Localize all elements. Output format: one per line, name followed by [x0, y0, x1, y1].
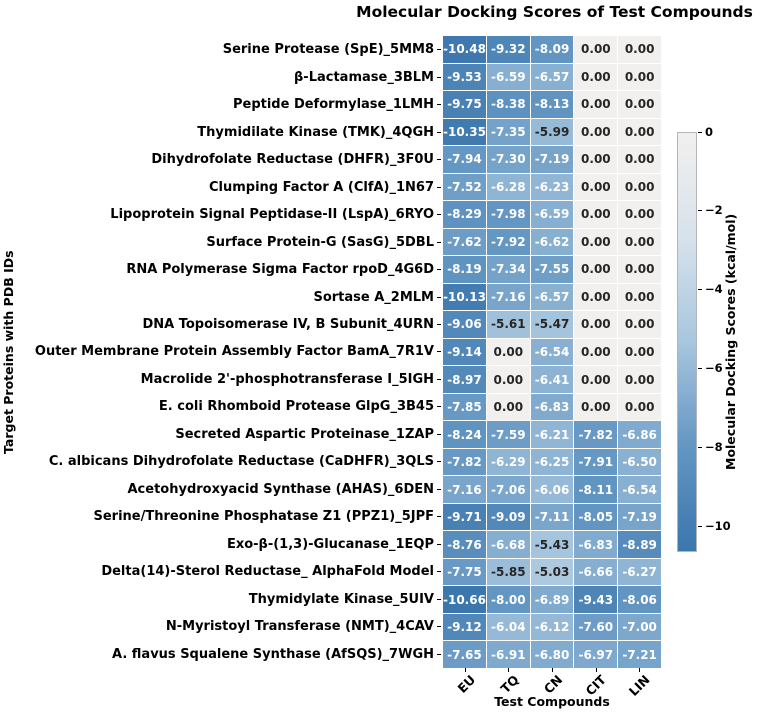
- heatmap-cell: -7.35: [487, 119, 530, 146]
- heatmap-cell: -10.48: [443, 36, 486, 63]
- x-axis-label: Test Compounds: [494, 694, 610, 709]
- heatmap-cell: -6.27: [618, 559, 661, 586]
- row-tick-label: Clumping Factor A (ClfA)_1N67: [0, 173, 441, 200]
- heatmap-cell: -6.25: [531, 449, 574, 476]
- heatmap-cell: 0.00: [618, 311, 661, 338]
- heatmap-cell: -9.43: [574, 586, 617, 613]
- heatmap-cell: 0.00: [574, 64, 617, 91]
- heatmap-cell: 0.00: [574, 311, 617, 338]
- heatmap-cell: -7.82: [574, 421, 617, 448]
- row-tick-label: Dihydrofolate Reductase (DHFR)_3F0U: [0, 146, 441, 173]
- heatmap-cell: -6.91: [487, 641, 530, 668]
- heatmap-cell: -8.05: [574, 504, 617, 531]
- heatmap-cell: -9.75: [443, 91, 486, 118]
- heatmap-cell: 0.00: [574, 229, 617, 256]
- heatmap-cell: -8.89: [618, 531, 661, 558]
- x-tick-mark: [639, 668, 640, 672]
- heatmap-cell: -9.32: [487, 36, 530, 63]
- heatmap-cell: -6.41: [531, 366, 574, 393]
- heatmap-cell: -6.80: [531, 641, 574, 668]
- heatmap-cell: 0.00: [574, 119, 617, 146]
- heatmap-cell: -7.55: [531, 256, 574, 283]
- heatmap-cell: -6.83: [531, 394, 574, 421]
- colorbar-tick-label: −2: [705, 203, 723, 218]
- y-tick-labels: [0, 36, 441, 668]
- heatmap-cell: 0.00: [574, 201, 617, 228]
- heatmap-cell: 0.00: [618, 339, 661, 366]
- heatmap-cell: -7.19: [531, 146, 574, 173]
- colorbar-tick-mark: [698, 289, 702, 290]
- heatmap-cell: -5.61: [487, 311, 530, 338]
- x-tick-label: TQ: [497, 672, 523, 697]
- y-tick-mark: [437, 544, 441, 545]
- heatmap-cell: -5.43: [531, 531, 574, 558]
- row-tick-label: DNA Topoisomerase IV, B Subunit_4URN: [0, 311, 441, 338]
- heatmap-cell: 0.00: [618, 229, 661, 256]
- heatmap-cell: 0.00: [618, 256, 661, 283]
- heatmap-cell: -10.35: [443, 119, 486, 146]
- heatmap-cell: -8.11: [574, 476, 617, 503]
- heatmap-grid: [443, 36, 661, 668]
- heatmap-cell: -6.29: [487, 449, 530, 476]
- heatmap-cell: -9.14: [443, 339, 486, 366]
- y-tick-mark: [437, 297, 441, 298]
- heatmap-cell: -6.50: [618, 449, 661, 476]
- colorbar-gradient: [677, 132, 697, 552]
- heatmap-cell: -8.06: [618, 586, 661, 613]
- heatmap-cell: 0.00: [618, 146, 661, 173]
- heatmap-cell: -7.16: [443, 476, 486, 503]
- colorbar-tick-label: −10: [705, 518, 731, 533]
- colorbar-tick-label: −6: [705, 360, 723, 375]
- heatmap-cell: -6.97: [574, 641, 617, 668]
- heatmap-cell: 0.00: [618, 174, 661, 201]
- heatmap-cell: 0.00: [574, 174, 617, 201]
- heatmap-cell: 0.00: [618, 91, 661, 118]
- heatmap-cell: -7.65: [443, 641, 486, 668]
- heatmap-cell: -8.38: [487, 91, 530, 118]
- row-tick-label: Thymidylate Kinase_5UIV: [0, 586, 441, 613]
- row-tick-label: Macrolide 2'-phosphotransferase I_5IGH: [0, 366, 441, 393]
- y-tick-mark: [437, 351, 441, 352]
- heatmap-cell: -5.47: [531, 311, 574, 338]
- heatmap-cell: 0.00: [574, 146, 617, 173]
- heatmap-cell: -8.13: [531, 91, 574, 118]
- heatmap-cell: 0.00: [574, 339, 617, 366]
- heatmap-cell: -9.06: [443, 311, 486, 338]
- heatmap-cell: -7.00: [618, 614, 661, 641]
- heatmap-cell: -8.00: [487, 586, 530, 613]
- x-tick-label: CIT: [582, 672, 610, 699]
- x-tick-mark: [465, 668, 466, 672]
- row-tick-label: N-Myristoyl Transferase (NMT)_4CAV: [0, 613, 441, 640]
- heatmap-cell: -7.21: [618, 641, 661, 668]
- row-tick-label: C. albicans Dihydrofolate Reductase (CaDHFR)_3QLS: [0, 448, 441, 475]
- y-tick-mark: [437, 187, 441, 188]
- y-tick-mark: [437, 214, 441, 215]
- heatmap-cell: -7.52: [443, 174, 486, 201]
- heatmap-cell: -9.53: [443, 64, 486, 91]
- colorbar-tick-mark: [698, 447, 702, 448]
- heatmap-cell: -7.82: [443, 449, 486, 476]
- heatmap-cell: 0.00: [574, 284, 617, 311]
- y-axis-label: Target Proteins with PDB IDs: [1, 250, 16, 454]
- colorbar-tick-label: 0: [705, 124, 714, 139]
- row-tick-label: Secreted Aspartic Proteinase_1ZAP: [0, 421, 441, 448]
- x-tick-mark: [552, 668, 553, 672]
- colorbar-tick-label: −8: [705, 439, 723, 454]
- row-tick-label: Sortase A_2MLM: [0, 283, 441, 310]
- heatmap-cell: -5.03: [531, 559, 574, 586]
- heatmap-cell: -6.59: [531, 201, 574, 228]
- heatmap-cell: -7.85: [443, 394, 486, 421]
- heatmap-cell: 0.00: [618, 64, 661, 91]
- y-tick-mark: [437, 654, 441, 655]
- heatmap-cell: -8.76: [443, 531, 486, 558]
- x-tick-label: LIN: [625, 672, 653, 699]
- heatmap-cell: 0.00: [618, 36, 661, 63]
- y-tick-mark: [437, 626, 441, 627]
- heatmap-cell: -6.04: [487, 614, 530, 641]
- heatmap-cell: 0.00: [574, 91, 617, 118]
- row-tick-label: Acetohydroxyacid Synthase (AHAS)_6DEN: [0, 476, 441, 503]
- heatmap-cell: 0.00: [574, 36, 617, 63]
- heatmap-cell: -6.54: [531, 339, 574, 366]
- row-tick-label: Lipoprotein Signal Peptidase-II (LspA)_6RYO: [0, 201, 441, 228]
- heatmap-cell: -9.71: [443, 504, 486, 531]
- heatmap-cell: -5.99: [531, 119, 574, 146]
- heatmap-cell: -6.59: [487, 64, 530, 91]
- x-tick-label: CN: [541, 672, 566, 697]
- y-tick-mark: [437, 242, 441, 243]
- heatmap-cell: -7.11: [531, 504, 574, 531]
- y-tick-mark: [437, 49, 441, 50]
- heatmap-cell: 0.00: [487, 339, 530, 366]
- heatmap-cell: -9.12: [443, 614, 486, 641]
- heatmap-cell: -8.19: [443, 256, 486, 283]
- row-tick-label: A. flavus Squalene Synthase (AfSQS)_7WGH: [0, 641, 441, 668]
- heatmap-cell: 0.00: [618, 119, 661, 146]
- heatmap-cell: -7.06: [487, 476, 530, 503]
- x-tick-mark: [508, 668, 509, 672]
- heatmap-cell: -7.19: [618, 504, 661, 531]
- heatmap-cell: -6.21: [531, 421, 574, 448]
- heatmap-cell: -10.66: [443, 586, 486, 613]
- heatmap-cell: 0.00: [618, 201, 661, 228]
- heatmap-cell: -6.54: [618, 476, 661, 503]
- y-tick-mark: [437, 159, 441, 160]
- row-tick-label: Surface Protein-G (SasG)_5DBL: [0, 228, 441, 255]
- heatmap-cell: -9.09: [487, 504, 530, 531]
- y-tick-mark: [437, 516, 441, 517]
- heatmap-cell: -7.30: [487, 146, 530, 173]
- colorbar-tick-mark: [698, 526, 702, 527]
- y-tick-mark: [437, 77, 441, 78]
- y-tick-mark: [437, 324, 441, 325]
- heatmap-cell: -6.57: [531, 284, 574, 311]
- y-tick-mark: [437, 132, 441, 133]
- colorbar-tick-mark: [698, 132, 702, 133]
- heatmap-cell: -6.86: [618, 421, 661, 448]
- heatmap-cell: -8.24: [443, 421, 486, 448]
- colorbar-axis-label: Molecular Docking Scores (kcal/mol): [723, 213, 738, 471]
- heatmap-cell: 0.00: [574, 256, 617, 283]
- y-tick-mark: [437, 104, 441, 105]
- heatmap-cell: -7.34: [487, 256, 530, 283]
- heatmap-cell: 0.00: [574, 394, 617, 421]
- heatmap-cell: -6.62: [531, 229, 574, 256]
- chart-title: Molecular Docking Scores of Test Compounds: [356, 3, 753, 21]
- heatmap-cell: -6.06: [531, 476, 574, 503]
- y-tick-mark: [437, 599, 441, 600]
- row-tick-label: RNA Polymerase Sigma Factor rpoD_4G6D: [0, 256, 441, 283]
- row-tick-label: Delta(14)-Sterol Reductase_ AlphaFold Model: [0, 558, 441, 585]
- y-tick-mark: [437, 379, 441, 380]
- colorbar-tick-mark: [698, 210, 702, 211]
- heatmap-cell: -6.66: [574, 559, 617, 586]
- heatmap-cell: 0.00: [574, 366, 617, 393]
- row-tick-label: Thymidilate Kinase (TMK)_4QGH: [0, 118, 441, 145]
- y-tick-mark: [437, 406, 441, 407]
- heatmap-cell: -6.12: [531, 614, 574, 641]
- heatmap-cell: -8.09: [531, 36, 574, 63]
- x-tick-label: EU: [454, 672, 479, 696]
- y-tick-mark: [437, 269, 441, 270]
- row-tick-label: Serine Protease (SpE)_5MM8: [0, 36, 441, 63]
- heatmap-cell: -7.60: [574, 614, 617, 641]
- heatmap-cell: -8.97: [443, 366, 486, 393]
- heatmap-cell: 0.00: [487, 394, 530, 421]
- heatmap-cell: -7.75: [443, 559, 486, 586]
- heatmap-cell: -7.91: [574, 449, 617, 476]
- colorbar-tick-label: −4: [705, 282, 723, 297]
- heatmap-cell: -6.23: [531, 174, 574, 201]
- heatmap-cell: -6.89: [531, 586, 574, 613]
- row-tick-label: Outer Membrane Protein Assembly Factor BamA_7R1V: [0, 338, 441, 365]
- row-tick-label: E. coli Rhomboid Protease GlpG_3B45: [0, 393, 441, 420]
- heatmap-cell: 0.00: [618, 394, 661, 421]
- heatmap-cell: -7.98: [487, 201, 530, 228]
- heatmap-cell: 0.00: [618, 284, 661, 311]
- heatmap-cell: -7.62: [443, 229, 486, 256]
- row-tick-label: Serine/Threonine Phosphatase Z1 (PPZ1)_5JPF: [0, 503, 441, 530]
- heatmap-cell: -10.13: [443, 284, 486, 311]
- row-tick-label: Exo-β-(1,3)-Glucanase_1EQP: [0, 531, 441, 558]
- row-tick-label: β-Lactamase_3BLM: [0, 63, 441, 90]
- heatmap-cell: -7.16: [487, 284, 530, 311]
- y-tick-mark: [437, 489, 441, 490]
- heatmap-cell: -6.68: [487, 531, 530, 558]
- heatmap-cell: 0.00: [487, 366, 530, 393]
- y-tick-mark: [437, 571, 441, 572]
- y-tick-mark: [437, 461, 441, 462]
- heatmap-cell: -7.92: [487, 229, 530, 256]
- row-tick-label: Peptide Deformylase_1LMH: [0, 91, 441, 118]
- heatmap-cell: -6.83: [574, 531, 617, 558]
- heatmap-cell: -5.85: [487, 559, 530, 586]
- heatmap-cell: -7.59: [487, 421, 530, 448]
- heatmap-cell: -6.57: [531, 64, 574, 91]
- heatmap-cell: 0.00: [618, 366, 661, 393]
- y-tick-mark: [437, 434, 441, 435]
- colorbar-tick-mark: [698, 368, 702, 369]
- heatmap-cell: -7.94: [443, 146, 486, 173]
- heatmap-cell: -6.28: [487, 174, 530, 201]
- x-tick-mark: [596, 668, 597, 672]
- heatmap-cell: -8.29: [443, 201, 486, 228]
